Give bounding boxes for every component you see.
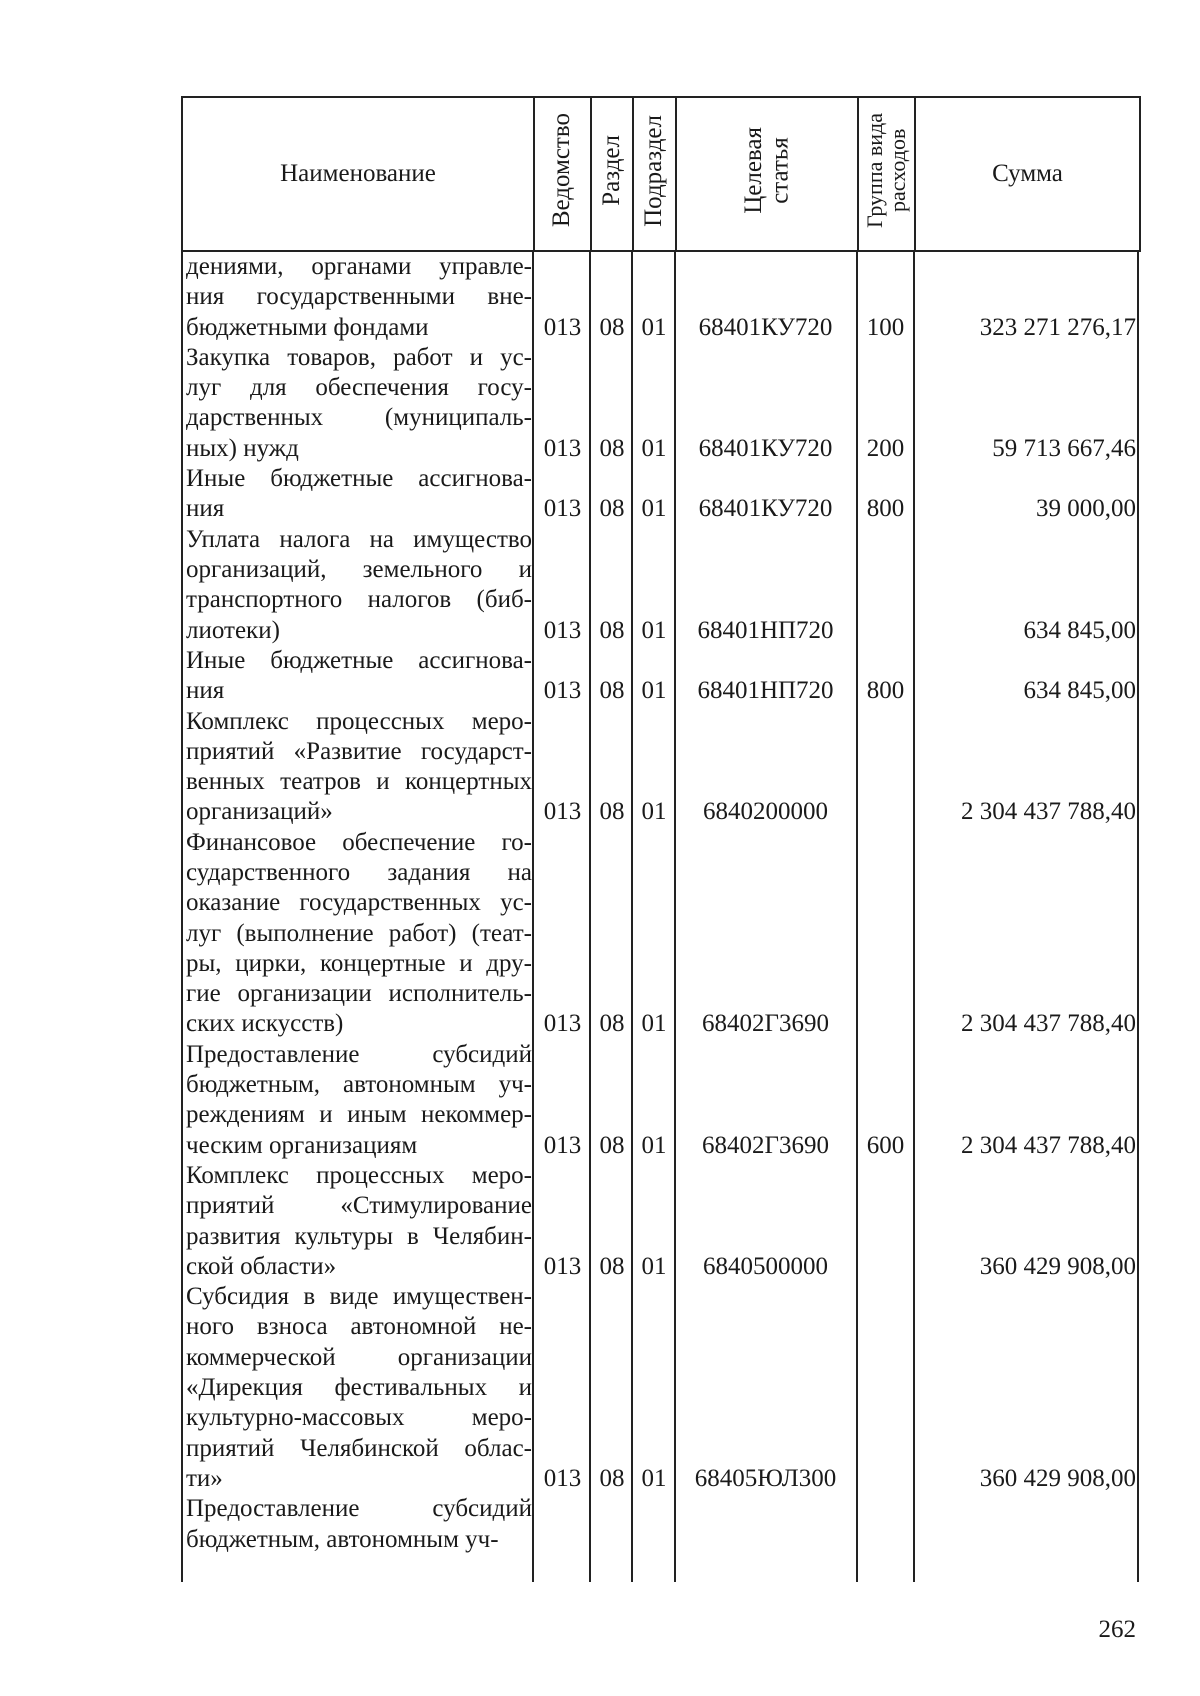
row-name-line: Закупка товаров, работ и ус-: [186, 343, 532, 371]
row-vedomstvo: 013: [543, 434, 582, 462]
row-name-line: луг (выполнение работ) (теат-: [186, 919, 532, 947]
row-name-line: ры, цирки, концертные и дру-: [186, 949, 532, 977]
row-summa: 2 304 437 788,40: [961, 1010, 1136, 1038]
row-name-line: культурно-массовых меро-: [186, 1404, 532, 1432]
row-name-line: «Дирекция фестивальных и: [186, 1374, 532, 1402]
header-tselevaya: [676, 97, 858, 251]
grid-line: [913, 252, 915, 1582]
row-vedomstvo: 013: [543, 313, 582, 341]
row-gruppa: 100: [866, 313, 905, 341]
row-podrazdel: 01: [641, 495, 667, 523]
row-name: [186, 343, 532, 464]
row-name: [186, 464, 532, 525]
row-razdel: 08: [599, 495, 625, 523]
row-name: [186, 828, 532, 1040]
row-tselevaya: 68402Г3690: [702, 1131, 829, 1159]
header-name: Наименование: [182, 97, 534, 251]
row-name-line: бюджетными фондами: [186, 313, 429, 341]
row-tselevaya: 68401КУ720: [698, 495, 833, 523]
row-razdel: 08: [599, 677, 625, 705]
row-name-line: организаций»: [186, 798, 333, 826]
header-vedomstvo-text: Ведомство: [548, 113, 576, 228]
row-summa: 323 271 276,17: [979, 313, 1136, 341]
row-name-line: бюджетным, автономным уч-: [186, 1071, 532, 1099]
row-name: [186, 525, 532, 646]
row-name: [186, 1161, 532, 1282]
row-name-line: Комплекс процессных меро-: [186, 707, 532, 735]
row-podrazdel: 01: [641, 616, 667, 644]
row-name: [186, 707, 532, 828]
row-gruppa: 600: [866, 1131, 905, 1159]
row-name-line: гие организации исполнитель-: [186, 980, 532, 1008]
row-name-line: дениями, органами управле-: [186, 253, 532, 280]
row-name-line: Субсидия в виде имуществен-: [186, 1283, 532, 1311]
row-name-line: лиотеки): [186, 616, 280, 644]
grid-line: [181, 252, 183, 1582]
row-name-line: Иные бюджетные ассигнова-: [186, 465, 532, 493]
header-summa: Сумма: [915, 97, 1140, 251]
row-name-line: ного взноса автономной не-: [186, 1313, 532, 1341]
header-podrazdel: [633, 97, 676, 251]
row-name-line: реждениям и иным некоммер-: [186, 1101, 532, 1129]
header-gruppa-line2: расходов: [885, 128, 911, 213]
row-name-line: приятий «Стимулирование: [186, 1192, 532, 1220]
row-razdel: 08: [599, 434, 625, 462]
row-name-line: ных) нужд: [186, 434, 299, 462]
row-vedomstvo: 013: [543, 1464, 582, 1492]
grid-line: [674, 252, 676, 1582]
grid-line: [1137, 252, 1139, 1582]
header-gruppa-line1: Группа вида: [862, 113, 888, 228]
row-name-line: луг для обеспечения госу-: [186, 374, 532, 402]
row-name-line: дарственных (муниципаль-: [186, 404, 532, 432]
row-podrazdel: 01: [641, 434, 667, 462]
row-tselevaya: 68401КУ720: [698, 434, 833, 462]
row-razdel: 08: [599, 616, 625, 644]
row-tselevaya: 68401НП720: [697, 616, 834, 644]
row-vedomstvo: 013: [543, 677, 582, 705]
row-podrazdel: 01: [641, 1010, 667, 1038]
row-name-line: ской области»: [186, 1252, 337, 1280]
row-name-line: Предоставление субсидий: [186, 1040, 532, 1068]
row-name-line: ти»: [186, 1464, 223, 1492]
row-razdel: 08: [599, 313, 625, 341]
row-name-line: ских искусств): [186, 1010, 344, 1038]
row-name-line: Комплекс процессных меро-: [186, 1162, 532, 1189]
row-tselevaya: 6840200000: [703, 798, 828, 826]
row-name-line: приятий Челябинской облас-: [186, 1434, 532, 1462]
row-name-line: Иные бюджетные ассигнова-: [186, 646, 532, 674]
row-razdel: 08: [599, 798, 625, 826]
table-header: [181, 96, 1141, 252]
row-vedomstvo: 013: [543, 495, 582, 523]
row-name-line: приятий «Развитие государст-: [186, 737, 532, 765]
row-name-line: венных театров и концертных: [186, 768, 532, 796]
row-podrazdel: 01: [641, 677, 667, 705]
row-name-line: Предоставление субсидий: [186, 1495, 532, 1523]
row-tselevaya: 68402Г3690: [702, 1010, 829, 1038]
row-tselevaya: 68401НП720: [697, 677, 834, 705]
row-razdel: 08: [599, 1010, 625, 1038]
row-name-line: ния: [186, 677, 225, 705]
row-name-line: сударственного задания на: [186, 858, 532, 886]
header-vedomstvo: [534, 97, 591, 251]
row-name-line: Уплата налога на имущество: [186, 525, 532, 553]
row-name: [186, 1040, 532, 1161]
row-name-line: бюджетным, автономным уч-: [186, 1525, 499, 1553]
row-name-line: транспортного налогов (биб-: [186, 586, 532, 614]
row-razdel: 08: [599, 1464, 625, 1492]
row-name: [186, 646, 532, 707]
row-name-line: ния государственными вне-: [186, 283, 532, 311]
row-name: [186, 1494, 532, 1555]
row-summa: 39 000,00: [1036, 495, 1136, 523]
row-summa: 59 713 667,46: [992, 434, 1136, 462]
header-tselevaya-text: Целевая статья: [739, 127, 793, 214]
row-summa: 634 845,00: [1023, 616, 1136, 644]
row-name-line: ния: [186, 495, 225, 523]
row-summa: 2 304 437 788,40: [961, 798, 1136, 826]
row-podrazdel: 01: [641, 1131, 667, 1159]
row-vedomstvo: 013: [543, 1252, 582, 1280]
row-podrazdel: 01: [641, 798, 667, 826]
row-tselevaya: 68405ЮЛ300: [694, 1464, 837, 1492]
grid-line: [532, 252, 534, 1582]
row-tselevaya: 68401КУ720: [698, 313, 833, 341]
row-summa: 634 845,00: [1023, 677, 1136, 705]
row-podrazdel: 01: [641, 1464, 667, 1492]
row-gruppa: 800: [866, 495, 905, 523]
header-razdel: [591, 97, 633, 251]
row-name-line: Финансовое обеспечение го-: [186, 828, 532, 856]
row-razdel: 08: [599, 1252, 625, 1280]
header-razdel-text: Раздел: [597, 135, 625, 206]
header-gruppa-text: [863, 113, 909, 228]
row-name-line: коммерческой организации: [186, 1343, 532, 1371]
row-vedomstvo: 013: [543, 616, 582, 644]
row-vedomstvo: 013: [543, 1010, 582, 1038]
row-summa: 360 429 908,00: [979, 1464, 1136, 1492]
page-number: 262: [1098, 1616, 1136, 1643]
row-name: [186, 1282, 532, 1494]
row-vedomstvo: 013: [543, 1131, 582, 1159]
row-name-line: оказание государственных ус-: [186, 889, 532, 917]
row-tselevaya: 6840500000: [703, 1252, 828, 1280]
row-name-line: организаций, земельного и: [186, 555, 532, 583]
row-podrazdel: 01: [641, 1252, 667, 1280]
row-podrazdel: 01: [641, 313, 667, 341]
header-gruppa: [858, 97, 915, 251]
row-razdel: 08: [599, 1131, 625, 1159]
row-gruppa: 800: [866, 677, 905, 705]
row-summa: 360 429 908,00: [979, 1252, 1136, 1280]
row-gruppa: 200: [866, 434, 905, 462]
header-podrazdel-text: Подраздел: [640, 114, 668, 227]
row-vedomstvo: 013: [543, 798, 582, 826]
row-name: [186, 252, 532, 343]
row-name-line: ческим организациям: [186, 1131, 418, 1159]
row-name-line: развития культуры в Челябин-: [186, 1222, 532, 1250]
row-summa: 2 304 437 788,40: [961, 1131, 1136, 1159]
